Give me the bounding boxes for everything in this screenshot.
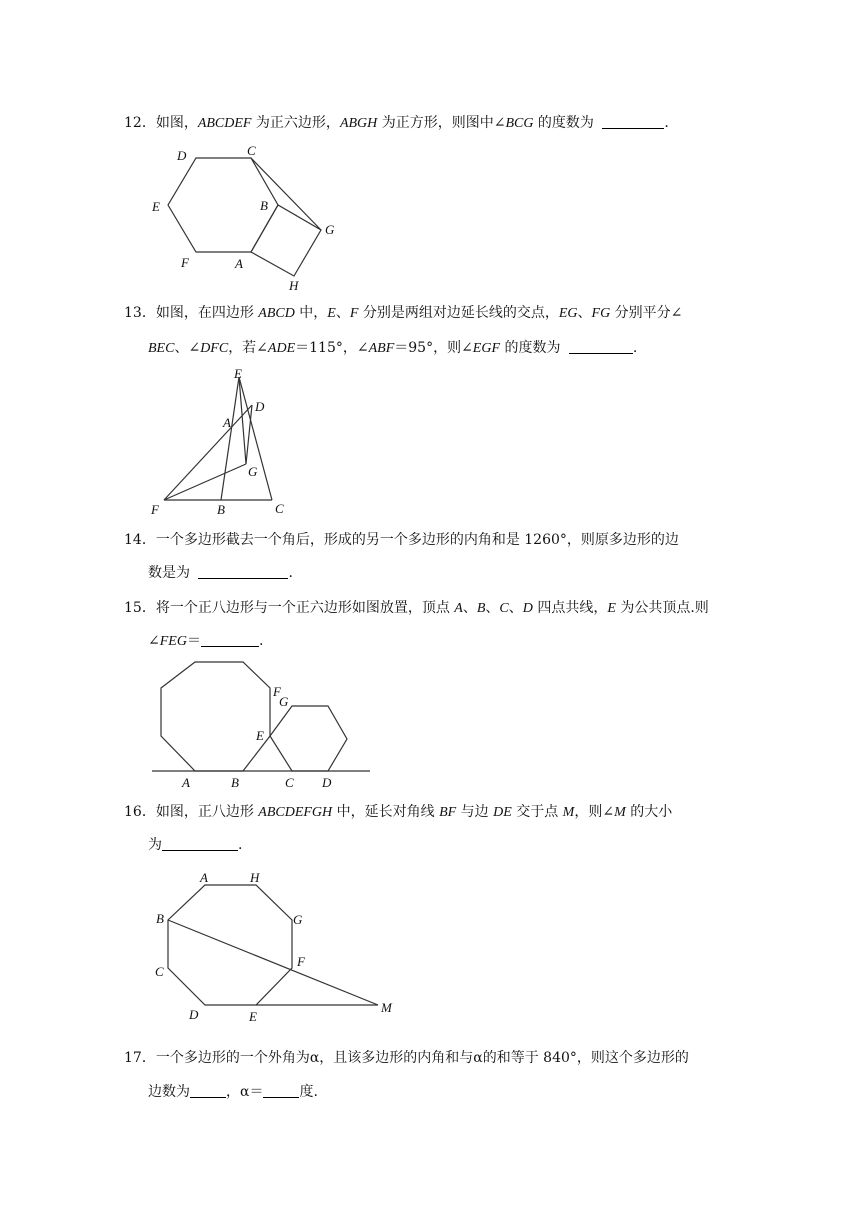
math-var: EG bbox=[558, 306, 578, 321]
question-text: 为正方形，则图中∠ bbox=[377, 115, 506, 131]
label-b: B bbox=[231, 775, 239, 790]
label-e: E bbox=[234, 366, 242, 381]
question-text: . bbox=[632, 340, 638, 356]
question-text: 、∠ bbox=[174, 340, 201, 356]
label-c: C bbox=[285, 775, 294, 790]
question-text: ＝95°，则∠ bbox=[394, 340, 473, 356]
label-c: C bbox=[275, 501, 284, 516]
label-e: E bbox=[249, 1009, 257, 1024]
label-c: C bbox=[155, 964, 164, 979]
math-var: B bbox=[476, 601, 486, 616]
question-text: 、 bbox=[462, 600, 477, 616]
question-17-line-2 bbox=[148, 1082, 758, 1102]
question-text: 分别平分∠ bbox=[610, 305, 683, 321]
question-text: 如图，在四边形 bbox=[155, 305, 259, 321]
question-text: 与边 bbox=[456, 804, 494, 820]
question-text: 四点共线， bbox=[532, 600, 608, 616]
question-text: 一个多边形截去一个角后，形成的另一个多边形的内角和是 1260°，则原多边形的边 bbox=[155, 532, 679, 548]
question-text: . bbox=[664, 115, 669, 131]
question-text: 的度数为 bbox=[500, 340, 561, 356]
math-var: E bbox=[327, 306, 336, 321]
math-var: ABCDEF bbox=[197, 116, 252, 131]
question-text: 为 bbox=[148, 837, 162, 853]
question-text: 为正六边形， bbox=[251, 115, 340, 131]
label-a: A bbox=[223, 415, 231, 430]
math-var: BCG bbox=[505, 116, 534, 131]
label-f: F bbox=[151, 502, 159, 517]
label-b: B bbox=[156, 911, 164, 926]
segment-bm bbox=[168, 920, 378, 1005]
math-var: EGF bbox=[472, 341, 501, 356]
question-text: 数是为 bbox=[148, 565, 190, 581]
label-g: G bbox=[279, 694, 289, 709]
label-a: A bbox=[200, 870, 208, 885]
question-number: 14． bbox=[124, 532, 156, 548]
label-a: A bbox=[235, 256, 243, 271]
question-text: 边数为 bbox=[148, 1084, 190, 1100]
question-text: 交于点 bbox=[511, 804, 563, 820]
label-m: M bbox=[381, 1000, 392, 1015]
math-var: DE bbox=[493, 805, 512, 820]
label-b: B bbox=[217, 502, 225, 517]
question-text: 、 bbox=[508, 600, 523, 616]
question-text: 度. bbox=[299, 1084, 318, 1100]
question-text: 一个多边形的一个外角为α，且该多边形的内角和与α的和等于 840°，则这个多边形的 bbox=[155, 1050, 689, 1066]
math-var: ABGH bbox=[339, 116, 378, 131]
label-e: E bbox=[152, 199, 160, 214]
question-text: 分别是两组对边延长线的交点， bbox=[358, 305, 559, 321]
question-text: 如图，正八边形 bbox=[155, 804, 259, 820]
answer-blank-alpha[interactable] bbox=[263, 1083, 299, 1098]
question-text: 的大小 bbox=[625, 804, 673, 820]
math-var: ABCD bbox=[258, 306, 295, 321]
question-number: 13． bbox=[124, 305, 156, 321]
label-g: G bbox=[293, 912, 303, 927]
label-e: E bbox=[256, 728, 264, 743]
question-number: 16． bbox=[124, 804, 156, 820]
math-var: FEG bbox=[159, 634, 187, 649]
label-d: D bbox=[189, 1007, 199, 1022]
label-d: D bbox=[177, 148, 187, 163]
question-text: 为公共顶点.则 bbox=[615, 600, 709, 616]
math-var: ABF bbox=[368, 341, 395, 356]
question-number: 12． bbox=[124, 115, 156, 131]
label-h: H bbox=[250, 870, 260, 885]
math-var: DFC bbox=[200, 341, 229, 356]
question-text: 、 bbox=[577, 305, 592, 321]
math-var: D bbox=[522, 601, 533, 616]
question-text: . bbox=[288, 565, 293, 581]
question-text: 如图， bbox=[155, 115, 198, 131]
label-b: B bbox=[260, 198, 268, 213]
question-text: . bbox=[258, 633, 264, 649]
label-c: C bbox=[247, 143, 256, 158]
question-text: ，则∠ bbox=[574, 804, 615, 820]
question-text: 中， bbox=[294, 305, 328, 321]
label-d: D bbox=[255, 399, 265, 414]
question-text: ＝ bbox=[186, 633, 201, 649]
label-d: D bbox=[322, 775, 332, 790]
question-number: 15． bbox=[124, 600, 156, 616]
question-text: 的度数为 bbox=[533, 115, 594, 131]
question-17 bbox=[124, 1048, 734, 1068]
label-f: F bbox=[297, 954, 305, 969]
question-text: 、 bbox=[335, 305, 350, 321]
math-var: F bbox=[349, 306, 359, 321]
question-text: ，若∠ bbox=[228, 340, 268, 356]
math-var: A bbox=[454, 601, 463, 616]
math-var: E bbox=[607, 601, 616, 616]
math-var: FG bbox=[591, 306, 611, 321]
question-text: . bbox=[238, 837, 243, 853]
math-var: ABCDEFGH bbox=[258, 805, 333, 820]
math-var: M bbox=[614, 805, 626, 820]
label-f: F bbox=[181, 255, 189, 270]
math-var: ADE bbox=[267, 341, 296, 356]
question-text: ，α＝ bbox=[226, 1084, 264, 1100]
question-text: ∠ bbox=[148, 633, 160, 649]
question-text: 中，延长对角线 bbox=[332, 804, 440, 820]
math-var: BF bbox=[439, 805, 457, 820]
label-g: G bbox=[248, 464, 258, 479]
label-h: H bbox=[289, 278, 299, 293]
question-text: ＝115°，∠ bbox=[295, 340, 369, 356]
label-f: F bbox=[273, 684, 281, 699]
answer-blank-sides[interactable] bbox=[190, 1083, 226, 1098]
label-a: A bbox=[182, 775, 190, 790]
question-text: 、 bbox=[485, 600, 500, 616]
math-var: M bbox=[562, 805, 575, 820]
math-var: BEC bbox=[148, 341, 175, 356]
question-number: 17． bbox=[124, 1050, 156, 1066]
label-g: G bbox=[325, 222, 335, 237]
question-text: 将一个正八边形与一个正六边形如图放置，顶点 bbox=[155, 600, 455, 616]
math-var: C bbox=[499, 601, 509, 616]
